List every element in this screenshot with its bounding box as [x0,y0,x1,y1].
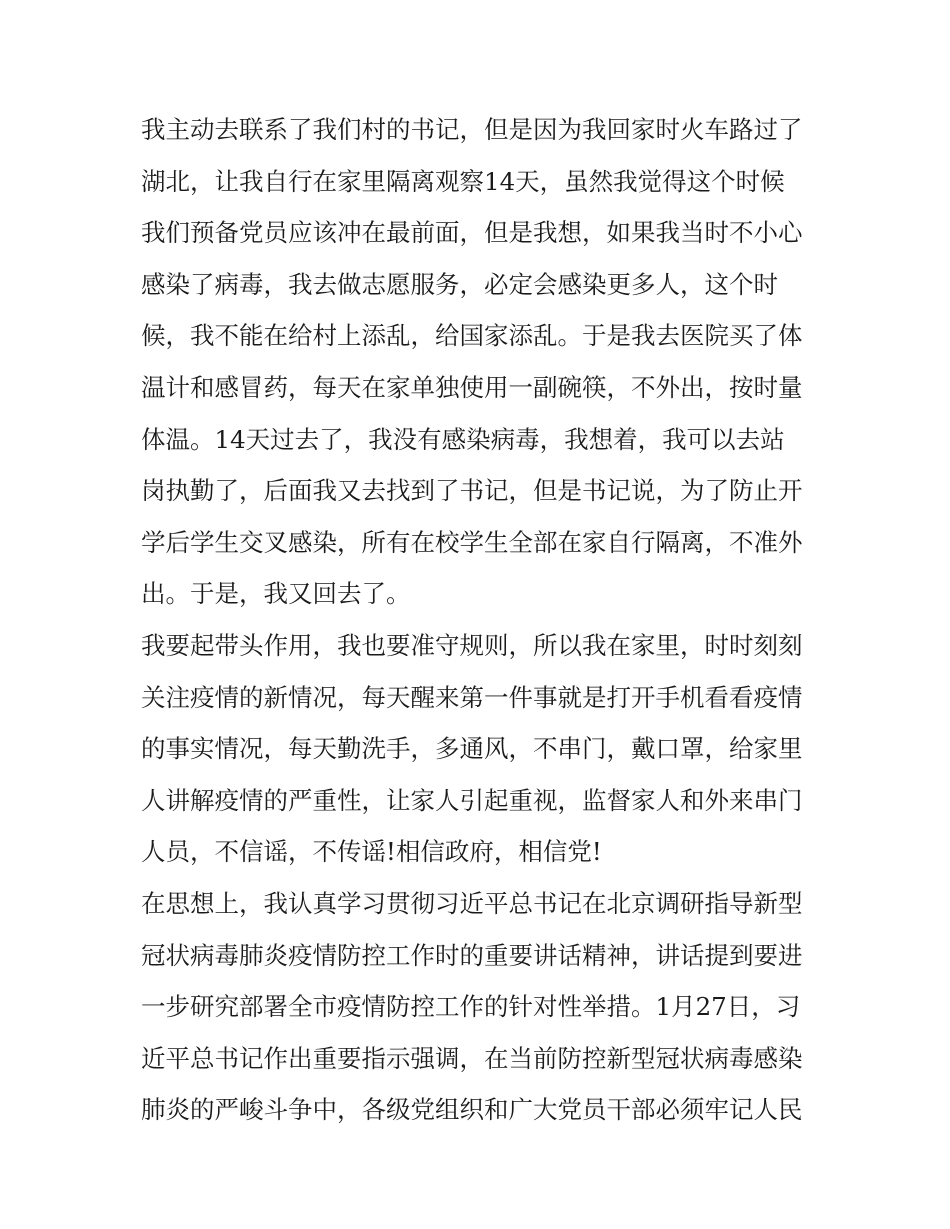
text-line: 关注疫情的新情况，每天醒来第一件事就是打开手机看看疫情 [141,682,803,712]
text-line: 候，我不能在给村上添乱，给国家添乱。于是我去医院买了体 [141,321,803,351]
text-line: 感染了病毒，我去做志愿服务，必定会感染更多人，这个时 [141,269,778,299]
text-line: 我主动去联系了我们村的书记，但是因为我回家时火车路过了 [141,115,803,144]
text-line: 近平总书记作出重要指示强调，在当前防控新型冠状病毒感染 [141,1043,803,1073]
text-line: 在思想上，我认真学习贯彻习近平总书记在北京调研指导新型 [141,888,803,918]
text-line: 学后学生交叉感染，所有在校学生全部在家自行隔离，不准外 [141,527,803,557]
document-body [141,107,821,1139]
text-line: 人讲解疫情的严重性，让家人引起重视，监督家人和外来串门 [141,785,803,815]
text-line: 人员，不信谣，不传谣!相信政府，相信党! [141,837,602,867]
text-line: 的事实情况，每天勤洗手，多通风，不串门，戴口罩，给家里 [141,734,803,764]
text-line: 温计和感冒药，每天在家单独使用一副碗筷，不外出，按时量 [141,372,803,402]
text-line: 体温。14天过去了，我没有感染病毒，我想着，我可以去站 [141,424,785,454]
text-line: 岗执勤了，后面我又去找到了书记，但是书记说，为了防止开 [141,476,803,506]
text-line: 湖北，让我自行在家里隔离观察14天，虽然我觉得这个时候 [141,166,785,196]
text-line: 我要起带头作用，我也要准守规则，所以我在家里，时时刻刻 [141,630,803,660]
text-line: 我们预备党员应该冲在最前面，但是我想，如果我当时不小心 [141,218,803,248]
text-line: 肺炎的严峻斗争中，各级党组织和广大党员干部必须牢记人民 [141,1095,803,1125]
text-line: 冠状病毒肺炎疫情防控工作时的重要讲话精神，讲话提到要进 [141,940,803,970]
text-line: 出。于是，我又回去了。 [141,579,411,609]
text-line: 一步研究部署全市疫情防控工作的针对性举措。1月27日，习 [141,992,801,1022]
